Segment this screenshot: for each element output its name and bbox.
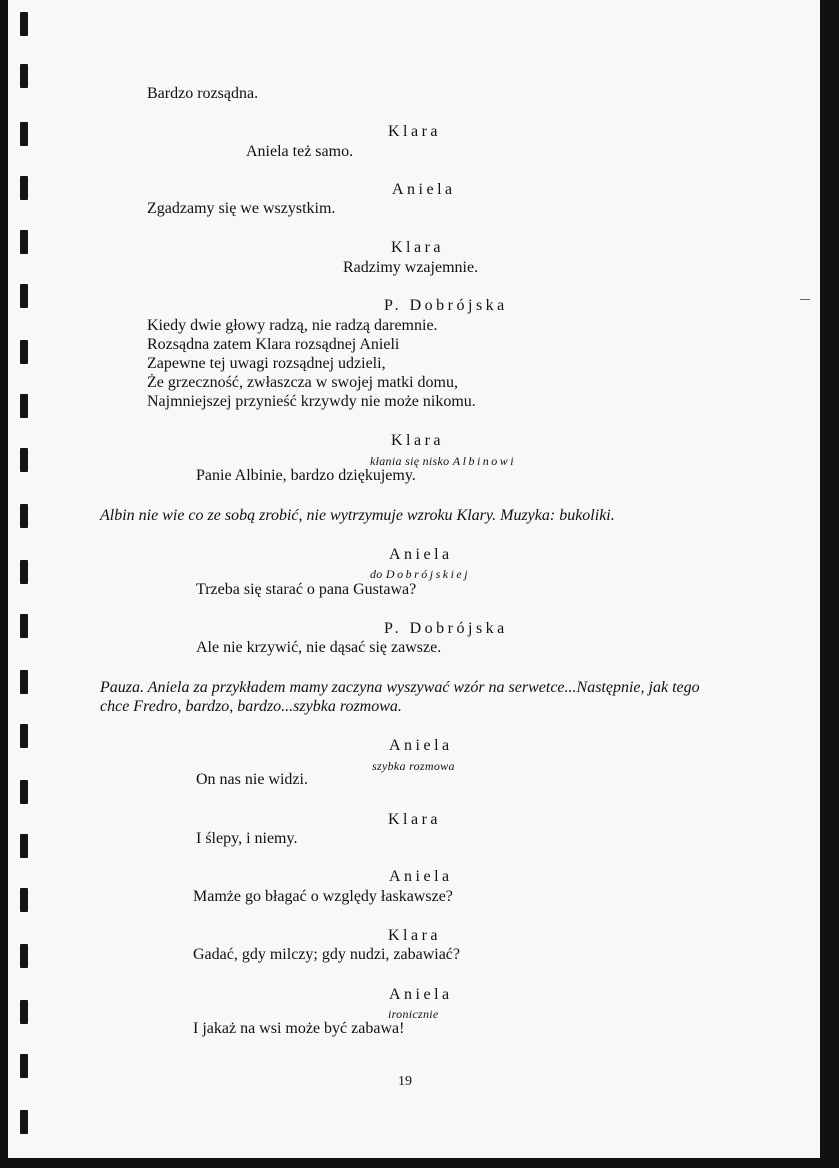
speaker-name: Klara [391,432,445,449]
speaker-name: P. Dobrójska [384,297,508,314]
dialogue-line: Bardzo rozsądna. [147,85,259,102]
stage-note: chce Fredro, bardzo, bardzo...szybka rozmowa. [100,698,402,715]
stage-note: Pauza. Aniela za przykładem mamy zaczyna wyszywać wzór na serwetce...Następnie, jak tego [100,679,700,696]
dialogue-line: I ślepy, i niemy. [196,830,298,847]
stage-note: Albin nie wie co ze sobą zrobić, nie wytrzymuje wzroku Klary. Muzyka: bukoliki. [100,507,615,524]
dialogue-line: Trzeba się starać o pana Gustawa? [196,581,417,598]
speaker-name: Aniela [389,546,453,563]
verse-line: Najmniejszej przynieść krzywdy nie może nikomu. [147,393,476,410]
stage-direction: szybka rozmowa [372,759,455,773]
speaker-name: Klara [388,927,442,944]
dialogue-line: Radzimy wzajemnie. [343,259,479,276]
dialogue-line: Zgadzamy się we wszystkim. [147,200,336,217]
dialogue-line: I jakaż na wsi może być zabawa! [193,1020,405,1037]
dialogue-line: Mamże go błagać o względy łaskawsze? [193,888,453,905]
dialogue-line: Panie Albinie, bardzo dziękujemy. [196,467,416,484]
verse-line: Kiedy dwie głowy radzą, nie radzą daremnie. [147,317,438,334]
speaker-name: Klara [391,239,445,256]
dialogue-line: Gadać, gdy milczy; gdy nudzi, zabawiać? [193,946,460,963]
scan-mark [800,299,810,300]
speaker-name: Klara [388,811,442,828]
dialogue-line: On nas nie widzi. [196,771,308,788]
dialogue-line: Aniela też samo. [246,143,354,160]
verse-line: Zapewne tej uwagi rozsądnej udzieli, [147,355,386,372]
dialogue-line: Ale nie krzywić, nie dąsać się zawsze. [196,639,442,656]
verse-line: Rozsądna zatem Klara rozsądnej Anieli [147,336,400,353]
page-number: 19 [398,1074,412,1089]
speaker-name: Aniela [392,181,456,198]
stage-direction: do Dobrójskiej [370,567,471,581]
stage-direction: ironicznie [388,1007,439,1021]
spiral-binding [20,0,34,1168]
speaker-name: Aniela [389,737,453,754]
speaker-name: Klara [388,123,442,140]
stage-direction: kłania się nisko Albinowi [370,454,517,468]
verse-line: Że grzeczność, zwłaszcza w swojej matki domu, [147,374,458,391]
speaker-name: Aniela [389,986,453,1003]
speaker-name: P. Dobrójska [384,620,508,637]
speaker-name: Aniela [389,868,453,885]
